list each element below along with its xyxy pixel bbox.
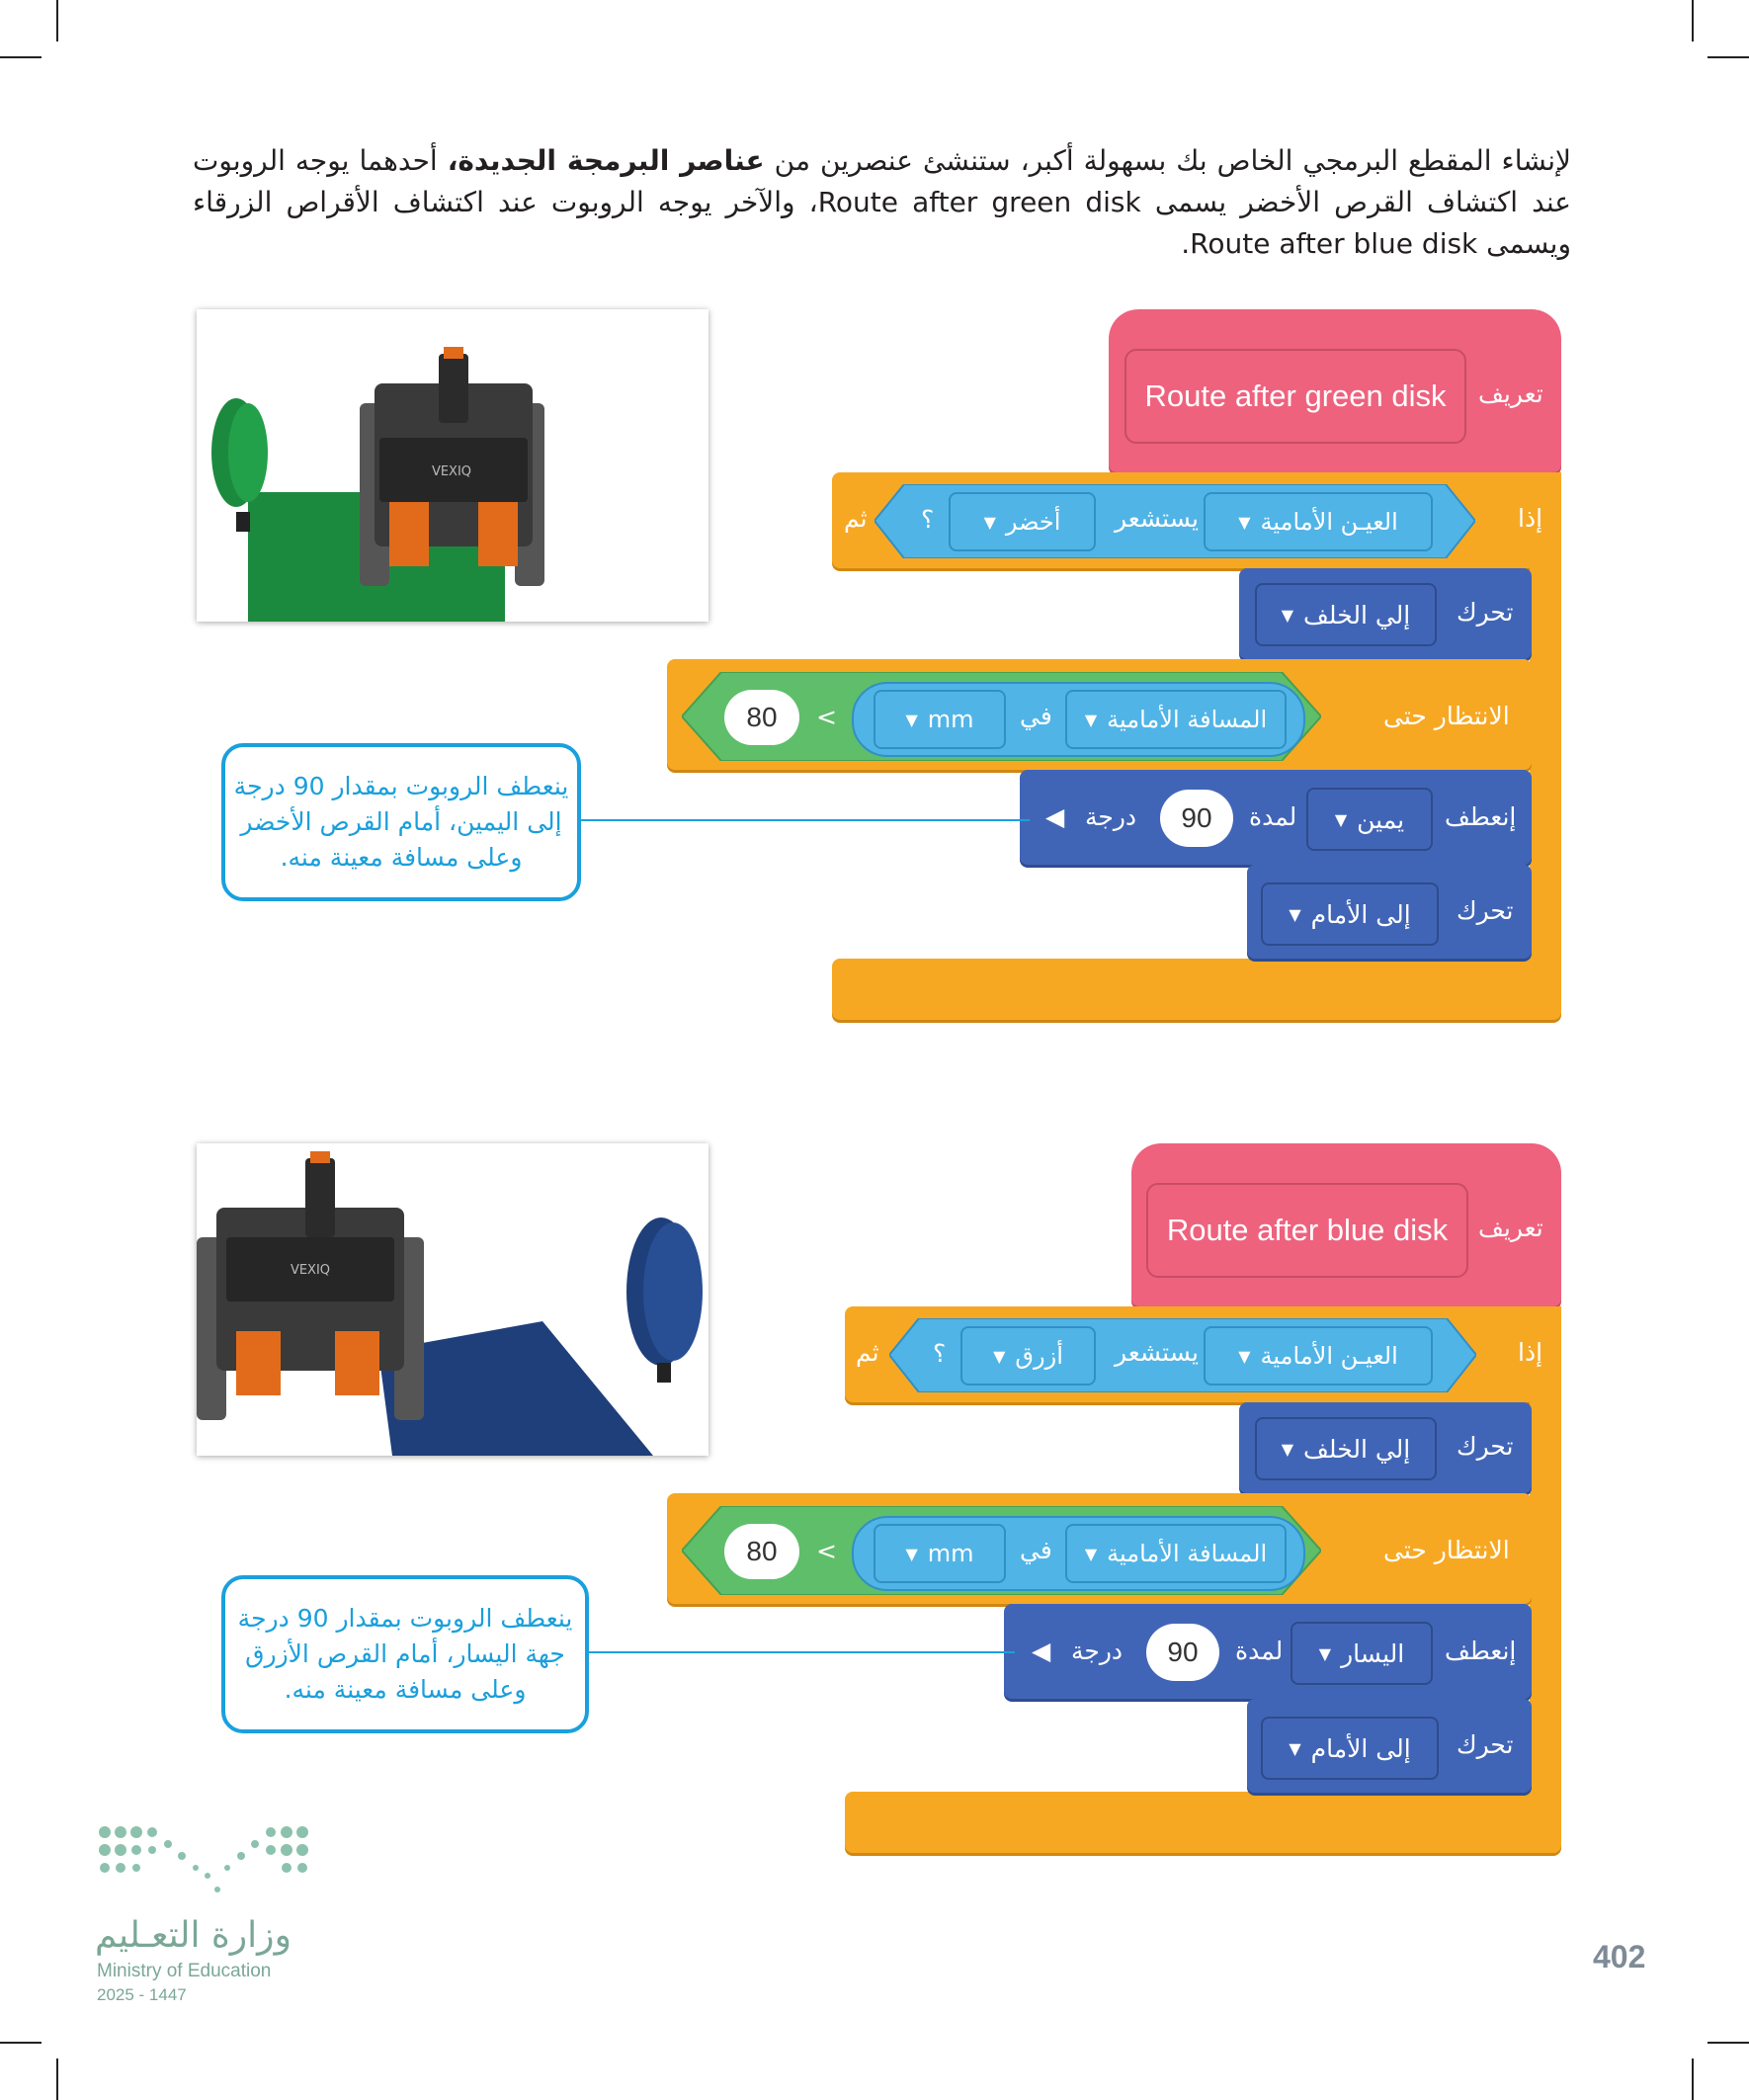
turn-direction-value: يمين bbox=[1357, 804, 1405, 834]
drive-direction-value: إلي الخلف bbox=[1303, 600, 1411, 630]
turn-direction-value: اليسار bbox=[1341, 1638, 1405, 1668]
degrees-value[interactable]: 90 bbox=[1160, 790, 1233, 847]
threshold-value[interactable]: 80 bbox=[724, 690, 799, 745]
intro-text: . bbox=[1181, 227, 1191, 260]
threshold-value[interactable]: 80 bbox=[724, 1524, 799, 1579]
less-than-operator: < bbox=[816, 703, 837, 731]
ministry-name-ar: وزارة التعـليم bbox=[95, 1915, 292, 1956]
sensor-value: العيـن الأمامية bbox=[1260, 1342, 1398, 1370]
ministry-year: 2025 - 1447 bbox=[97, 1985, 187, 2004]
detects-label: يستشعر bbox=[1115, 504, 1199, 533]
intro-blue-name: Route after blue disk bbox=[1190, 227, 1478, 260]
crop-mark bbox=[56, 0, 58, 42]
if-block-end[interactable] bbox=[845, 1792, 1561, 1853]
intro-text: أحدهما يوجه الروبوت عند اكتشاف القرص الأخضر يسمى bbox=[193, 144, 1571, 218]
ministry-name-en: Ministry of Education bbox=[97, 1961, 272, 1981]
robot-scene-illustration bbox=[197, 309, 708, 622]
drive-direction-dropdown[interactable]: ▼ إلى الأمام bbox=[1261, 882, 1439, 946]
crop-mark bbox=[1692, 0, 1694, 42]
robot-green-disk-photo bbox=[197, 309, 708, 622]
svg-text:VEXIQ: VEXIQ bbox=[431, 464, 472, 479]
page-number: 402 bbox=[1593, 1939, 1646, 1974]
if-block-arm bbox=[1530, 472, 1561, 966]
drive-direction-dropdown[interactable]: ▼ إلي الخلف bbox=[1255, 1417, 1437, 1480]
callout-connector bbox=[585, 1651, 1015, 1653]
for-label: لمدة bbox=[1235, 1637, 1284, 1665]
unit-value: mm bbox=[927, 1540, 974, 1567]
robot-blue-disk-photo bbox=[197, 1143, 708, 1456]
distance-sensor-value: المسافة الأمامية bbox=[1107, 706, 1268, 733]
turn-arrow-icon: ◀ bbox=[1045, 802, 1065, 831]
ministry-logo-icon bbox=[95, 1820, 310, 1899]
if-label: إذا bbox=[1518, 504, 1543, 533]
if-block-arm bbox=[1530, 1306, 1561, 1801]
crop-mark bbox=[1707, 2042, 1749, 2044]
robot-arm bbox=[305, 1158, 335, 1237]
intro-text: ، والآخر يوجه الروبوت عند اكتشاف الأقراص الزرقاء ويسمى bbox=[193, 186, 1571, 260]
robot-arm bbox=[439, 354, 468, 423]
in-label: في bbox=[1020, 1536, 1052, 1564]
detects-label: يستشعر bbox=[1115, 1338, 1199, 1367]
unit-value: mm bbox=[927, 706, 974, 733]
drive-label: تحرك bbox=[1457, 598, 1514, 627]
degrees-label: درجة bbox=[1085, 802, 1137, 831]
distance-sensor-dropdown[interactable]: ▼ المسافة الأمامية bbox=[1065, 1524, 1287, 1583]
intro-green-name: Route after green disk bbox=[817, 186, 1141, 218]
define-label: تعريف bbox=[1478, 379, 1543, 408]
turn-label: إنعطف bbox=[1445, 802, 1517, 831]
drive-label: تحرك bbox=[1457, 1730, 1514, 1759]
turn-label: إنعطف bbox=[1445, 1637, 1517, 1665]
intro-paragraph bbox=[193, 140, 1571, 265]
block-name-green[interactable]: Route after green disk bbox=[1124, 349, 1466, 444]
drive-direction-value: إلى الأمام bbox=[1310, 1733, 1411, 1763]
color-dropdown[interactable]: ▼ أخضر bbox=[949, 492, 1096, 551]
degrees-value[interactable]: 90 bbox=[1146, 1624, 1219, 1681]
crop-mark bbox=[0, 56, 42, 58]
color-dropdown[interactable]: ▼ أزرق bbox=[960, 1326, 1096, 1386]
drive-direction-value: إلى الأمام bbox=[1310, 899, 1411, 929]
turn-direction-dropdown[interactable]: ▼ اليسار bbox=[1291, 1622, 1433, 1685]
color-value: أخضر bbox=[1005, 508, 1061, 536]
less-than-operator: < bbox=[816, 1537, 837, 1565]
callout-blue: ينعطف الروبوت بمقدار 90 درجة جهة اليسار، أمام القرص الأزرق وعلى مسافة معينة منه. bbox=[221, 1575, 589, 1733]
wait-until-label: الانتظار حتى bbox=[1383, 1536, 1510, 1564]
question-label: ؟ bbox=[921, 505, 935, 534]
distance-sensor-dropdown[interactable]: ▼ المسافة الأمامية bbox=[1065, 690, 1287, 749]
for-label: لمدة bbox=[1249, 802, 1297, 831]
then-label: ثم bbox=[844, 504, 868, 533]
drive-direction-dropdown[interactable]: ▼ إلي الخلف bbox=[1255, 583, 1437, 646]
question-label: ؟ bbox=[933, 1339, 947, 1368]
color-value: أزرق bbox=[1015, 1342, 1063, 1370]
block-name-blue[interactable]: Route after blue disk bbox=[1146, 1183, 1468, 1278]
sensor-dropdown[interactable]: ▼ العيـن الأمامية bbox=[1204, 1326, 1433, 1386]
intro-bold: عناصر البرمجة الجديدة، bbox=[447, 144, 765, 177]
callout-green: ينعطف الروبوت بمقدار 90 درجة إلى اليمين، أمام القرص الأخضر وعلى مسافة معينة منه. bbox=[221, 743, 581, 901]
in-label: في bbox=[1020, 702, 1052, 730]
intro-text: لإنشاء المقطع البرمجي الخاص بك بسهولة أكبر، ستنشئ عنصرين من bbox=[764, 144, 1571, 177]
drive-label: تحرك bbox=[1457, 1432, 1514, 1461]
crop-mark bbox=[56, 2058, 58, 2100]
callout-connector bbox=[577, 819, 1030, 821]
drive-label: تحرك bbox=[1457, 896, 1514, 925]
crop-mark bbox=[0, 2042, 42, 2044]
if-block-end[interactable] bbox=[832, 959, 1561, 1020]
robot-scene-illustration bbox=[197, 1143, 708, 1456]
unit-dropdown[interactable]: ▼ mm bbox=[874, 690, 1006, 749]
if-label: إذا bbox=[1518, 1338, 1543, 1367]
wait-until-label: الانتظار حتى bbox=[1383, 702, 1510, 730]
then-label: ثم bbox=[856, 1338, 879, 1367]
degrees-label: درجة bbox=[1071, 1637, 1124, 1665]
drive-direction-value: إلي الخلف bbox=[1303, 1434, 1411, 1464]
drive-direction-dropdown[interactable]: ▼ إلى الأمام bbox=[1261, 1717, 1439, 1780]
unit-dropdown[interactable]: ▼ mm bbox=[874, 1524, 1006, 1583]
sensor-dropdown[interactable]: ▼ العيـن الأمامية bbox=[1204, 492, 1433, 551]
distance-sensor-value: المسافة الأمامية bbox=[1107, 1540, 1268, 1567]
define-label: تعريف bbox=[1478, 1214, 1543, 1242]
crop-mark bbox=[1692, 2058, 1694, 2100]
turn-direction-dropdown[interactable]: ▼ يمين bbox=[1306, 788, 1433, 851]
turn-arrow-icon: ◀ bbox=[1032, 1637, 1051, 1665]
crop-mark bbox=[1707, 56, 1749, 58]
svg-text:VEXIQ: VEXIQ bbox=[290, 1263, 331, 1278]
sensor-value: العيـن الأمامية bbox=[1260, 508, 1398, 536]
